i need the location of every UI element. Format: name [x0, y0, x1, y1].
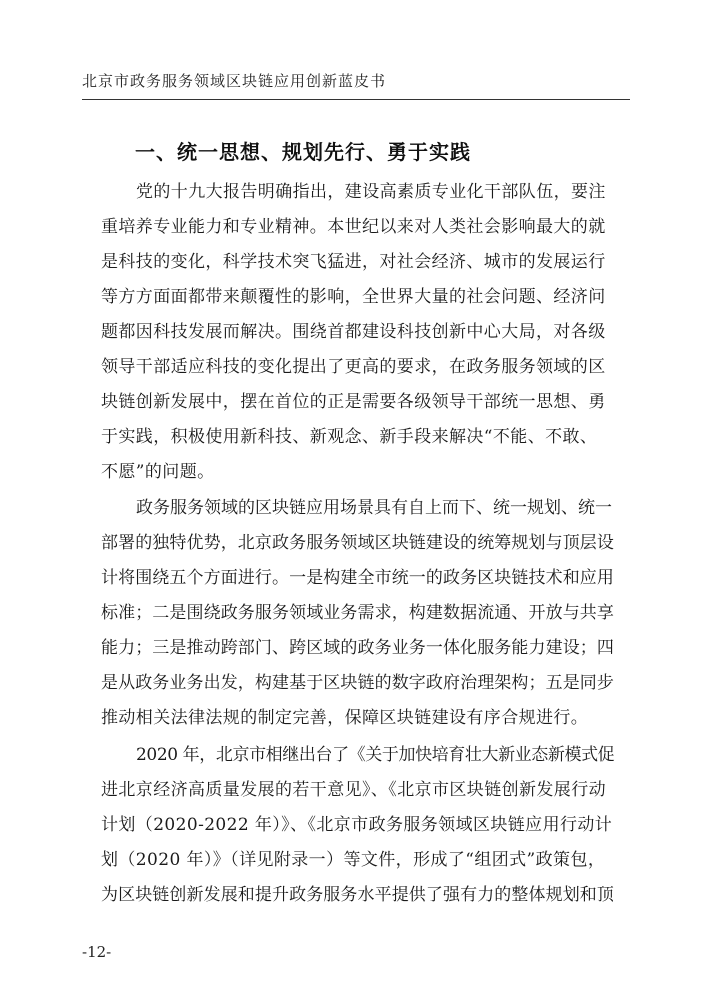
paragraph-2-line-7: 推动相关法律法规的制定完善，保障区块链建设有序合规进行。 — [101, 708, 589, 728]
paragraph-3-line-3: 计划（2020-2022 年）》、《北京市政务服务领域区块链应用行动计 — [101, 815, 613, 835]
header-divider — [82, 99, 630, 100]
paragraph-1-line-2: 重培养专业能力和专业精神。本世纪以来对人类社会影响最大的就 — [101, 217, 606, 237]
paragraph-1-line-3: 是科技的变化，科学技术突飞猛进，对社会经济、城市的发展运行 — [101, 252, 606, 272]
paragraph-2-line-2: 部署的独特优势，北京政务服务领域区块链建设的统筹规划与顶层设 — [101, 533, 614, 553]
paragraph-1-line-6: 领导干部适应科技的变化提出了更高的要求，在政务服务领域的区 — [101, 357, 606, 377]
paragraph-1-line-5: 题都因科技发展而解决。围绕首都建设科技创新中心大局，对各级 — [101, 322, 606, 342]
paragraph-1-line-9: 不愿”的问题。 — [101, 462, 215, 482]
paragraph-1-line-8: 于实践，积极使用新科技、新观念、新手段来解决“不能、不敢、 — [101, 427, 598, 447]
paragraph-2-line-6: 是从政务业务出发，构建基于区块链的数字政府治理架构；五是同步 — [101, 673, 614, 693]
paragraph-1-line-7: 块链创新发展中，摆在首位的正是需要各级领导干部统一思想、勇 — [101, 392, 606, 412]
section-heading: 一、统一思想、规划先行、勇于实践 — [135, 140, 471, 164]
running-header-title: 北京市政务服务领域区块链应用创新蓝皮书 — [82, 72, 387, 90]
paragraph-3-line-5: 为区块链创新发展和提升政务服务水平提供了强有力的整体规划和顶 — [101, 885, 614, 905]
paragraph-2-line-1: 政务服务领域的区块链应用场景具有自上而下、统一规划、统一 — [136, 498, 612, 518]
paragraph-1-line-1: 党的十九大报告明确指出，建设高素质专业化干部队伍，要注 — [136, 182, 606, 202]
page-number: -12- — [82, 943, 112, 961]
paragraph-2-line-4: 标准；二是围绕政务服务领域业务需求，构建数据流通、开放与共享 — [101, 603, 614, 623]
paragraph-2-line-5: 能力；三是推动跨部门、跨区域的政务业务一体化服务能力建设；四 — [101, 638, 614, 658]
paragraph-3-line-1: 2020 年，北京市相继出台了《关于加快培育壮大新业态新模式促 — [136, 745, 615, 765]
paragraph-3-line-4: 划（2020 年）》（详见附录一）等文件，形成了“组团式”政策包， — [101, 850, 606, 870]
paragraph-2-line-3: 计将围绕五个方面进行。一是构建全市统一的政务区块链技术和应用 — [101, 568, 614, 588]
paragraph-1-line-4: 等方方面面都带来颠覆性的影响，全世界大量的社会问题、经济问 — [101, 287, 606, 307]
paragraph-3-line-2: 进北京经济高质量发展的若干意见》、《北京市区块链创新发展行动 — [101, 780, 606, 800]
